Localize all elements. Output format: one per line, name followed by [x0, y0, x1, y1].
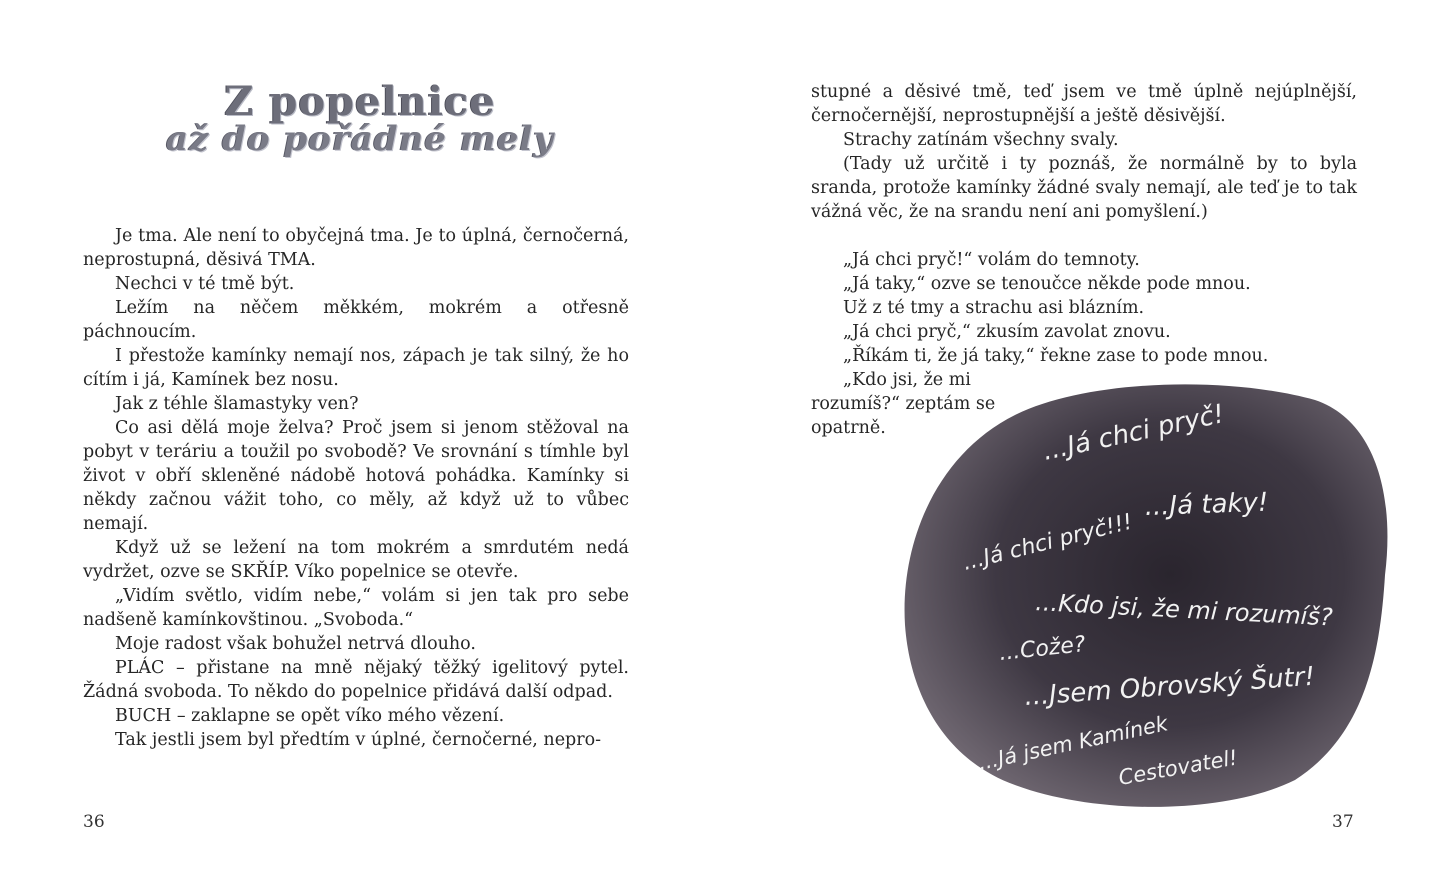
paragraph: Tak jestli jsem byl předtím v úplné, černočerné, nepro-	[115, 730, 602, 750]
chapter-title-line1: Z popelnice	[224, 78, 496, 125]
page-number-right: 37	[1332, 812, 1354, 832]
paragraph: BUCH – zaklapne se opět víko mého vězení.	[115, 706, 505, 726]
bubble-line: ...Já taky!	[1144, 487, 1269, 522]
paragraph: Ležím na něčem měkkém, mokrém a otřesně páchnoucím.	[83, 298, 629, 342]
bubble-line: ...Kdo jsi, že mi rozumíš?	[1034, 588, 1334, 632]
paragraph: „Já chci pryč!“ volám do temnoty.	[843, 250, 1140, 270]
paragraph: stupné a děsivé tmě, teď jsem ve tmě úplně nejúplnější, černočernější, neprostupnější a ještě děsivější.	[811, 82, 1357, 126]
speech-blob-illustration	[895, 375, 1395, 815]
page-number-left: 36	[83, 812, 105, 832]
bubble-line: ...Já chci pryč!	[1040, 399, 1227, 467]
right-body-text	[811, 80, 1357, 368]
paragraph	[811, 224, 1357, 248]
paragraph: (Tady už určitě i ty poznáš, že normálně by to byla sranda, protože kamínky žádné svaly nemají, ale teď je to tak vážná věc, že na srandu není ani pomyšlení.)	[811, 154, 1357, 222]
paragraph: „Vidím světlo, vidím nebe,“ volám si jen tak pro sebe nadšeně kamínkovštinou. „Svoboda.“	[83, 586, 629, 630]
paragraph: Už z té tmy a strachu asi blázním.	[843, 298, 1145, 318]
chapter-title	[150, 78, 570, 159]
bubble-line: ...Cože?	[998, 632, 1087, 666]
bubble-line: ...Já chci pryč!!!	[960, 509, 1136, 576]
paragraph: Je tma. Ale není to obyčejná tma. Je to úplná, černočerná, neprostupná, děsivá TMA.	[83, 226, 629, 270]
left-body-text	[83, 224, 629, 752]
paragraph: Moje radost však bohužel netrvá dlouho.	[115, 634, 476, 654]
paragraph: Nechci v té tmě být.	[115, 274, 295, 294]
paragraph: Jak z téhle šlamastyky ven?	[115, 394, 359, 414]
paragraph: Když už se ležení na tom mokrém a smrdutém nedá vydržet, ozve se SKŘÍP. Víko popelnice se otevře.	[83, 538, 629, 582]
right-page	[720, 0, 1440, 877]
right-wrap-paragraph: „Kdo jsi, že mi rozumíš?“ zeptám se opatrně.	[811, 370, 996, 438]
paragraph: „Říkám ti, že já taky,“ řekne zase to pode mnou.	[843, 346, 1269, 366]
bubble-line: ...Jsem Obrovský Šutr!	[1023, 661, 1316, 712]
paragraph: „Já taky,“ ozve se tenoučce někde pode mnou.	[843, 274, 1251, 294]
paragraph: Co asi dělá moje želva? Proč jsem si jenom stěžoval na pobyt v teráriu a toužil po svobodě? Ve srovnání s tímhle byl život v obří skleněné nádobě hotová pohádka. Kamínky si někdy začnou vážit toho, co měly, až když už to vůbec nemají.	[83, 418, 629, 534]
paragraph: „Já chci pryč,“ zkusím zavolat znovu.	[843, 322, 1171, 342]
paragraph: I přestože kamínky nemají nos, zápach je tak silný, že ho cítím i já, Kamínek bez nosu.	[83, 346, 629, 390]
bubble-line: Cestovatel!	[1116, 745, 1240, 790]
paragraph: Strachy zatínám všechny svaly.	[843, 130, 1119, 150]
paragraph: PLÁC – přistane na mně nějaký těžký igelitový pytel. Žádná svoboda. To někdo do popelnice přidává další odpad.	[83, 658, 629, 702]
bubble-line: ...Já jsem Kamínek	[976, 711, 1170, 775]
chapter-title-line2: až do pořádné mely	[165, 119, 555, 159]
